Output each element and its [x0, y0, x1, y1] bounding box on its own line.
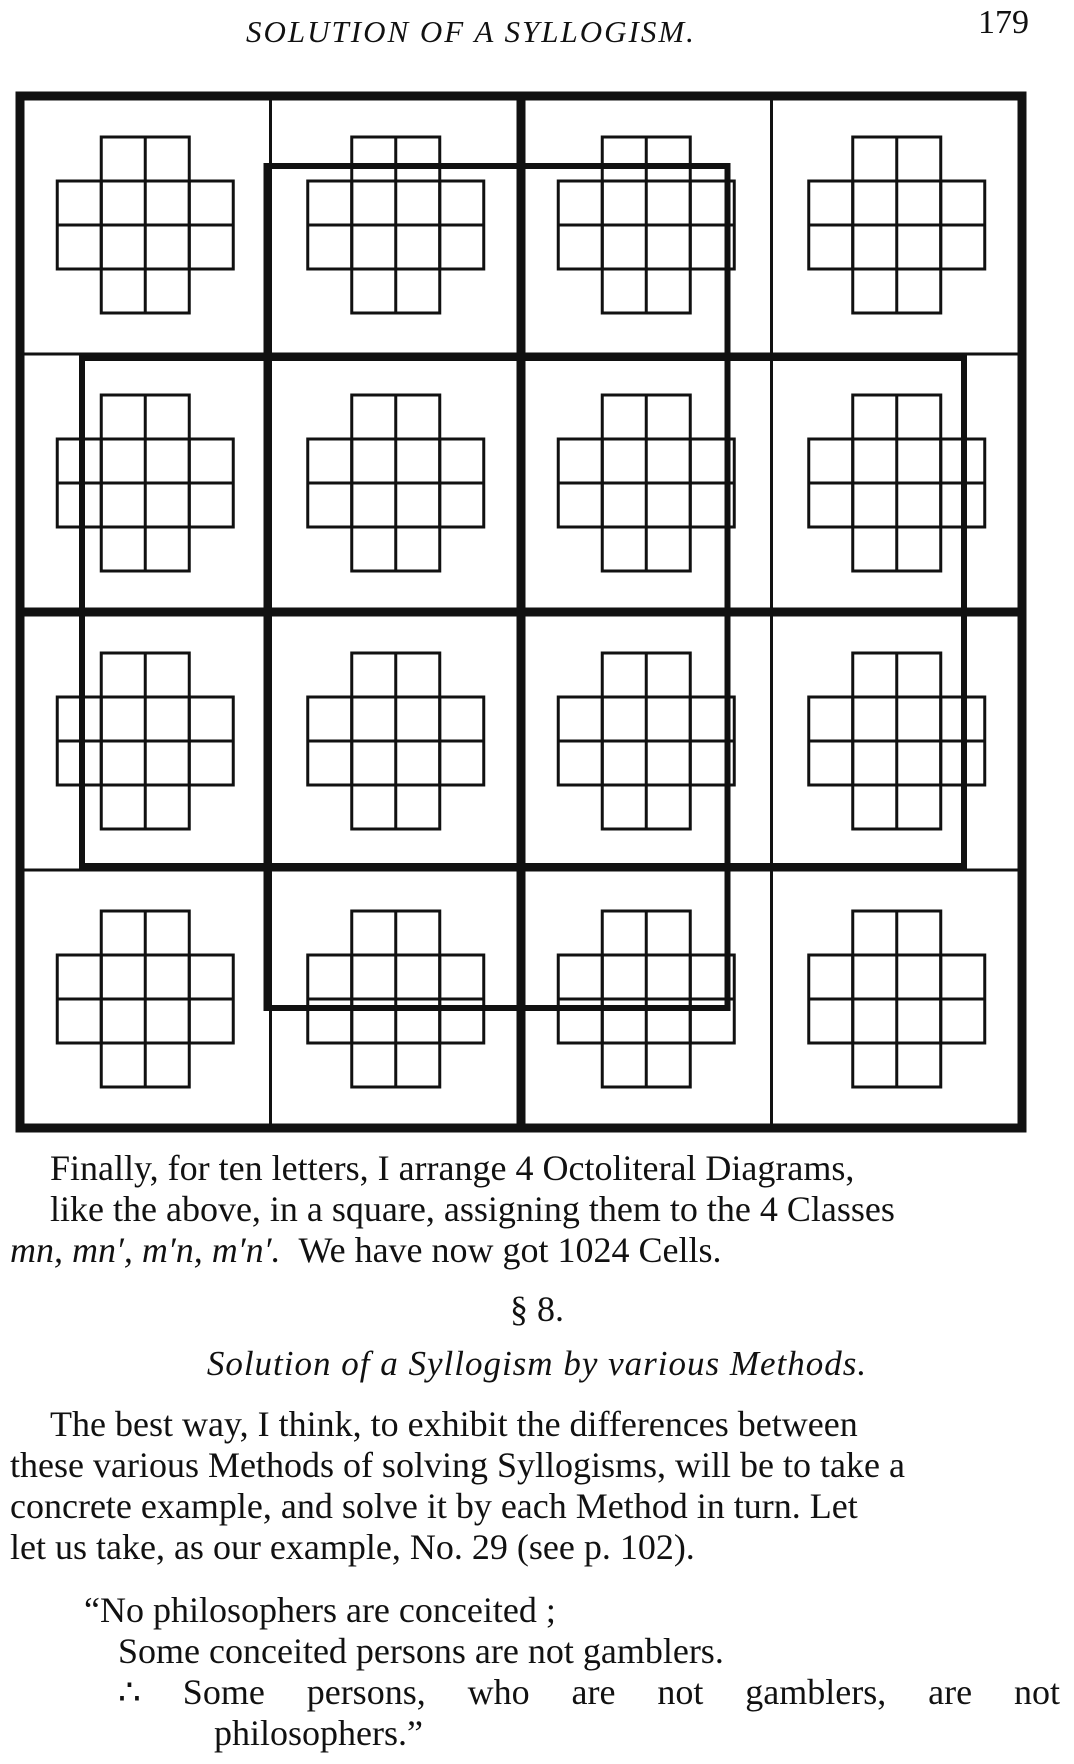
cross-cell-group [558, 653, 734, 829]
cross-cell-group [809, 653, 985, 829]
paragraph-ten-letters [10, 1148, 1060, 1271]
conclusion: ∴ Some persons, who are not gamblers, are not [118, 1672, 1060, 1712]
paragraph1-line3 [10, 1230, 1060, 1271]
cross-cell-group [558, 395, 734, 571]
cross-cell-group [308, 653, 484, 829]
cross-cell-group [308, 395, 484, 571]
section-number: § 8. [510, 1289, 564, 1329]
paragraph1-line2: like the above, in a square, assigning them to the 4 Classes [50, 1189, 895, 1229]
cross-cell-group [809, 137, 985, 313]
cross-cell-group [558, 911, 734, 1087]
running-head: SOLUTION OF A SYLLOGISM. [246, 14, 696, 49]
classes-list: mn, mn′, m′n, m′n′. [10, 1230, 281, 1270]
inner-vertical-square [267, 166, 728, 1008]
paragraph1-line1: Finally, for ten letters, I arrange 4 Octoliteral Diagrams, [50, 1148, 855, 1188]
diagram-main-frame [20, 96, 1022, 1128]
cross-cell-group [308, 911, 484, 1087]
paragraph-methods [10, 1404, 1060, 1568]
paragraph2-line4: let us take, as our example, No. 29 (see p. 102). [10, 1527, 695, 1567]
page-number: 179 [978, 4, 1029, 41]
cross-cell-group [57, 137, 233, 313]
cross-cell-group [809, 395, 985, 571]
syllogism-example [84, 1590, 1060, 1754]
conclusion-continued: philosophers.” [214, 1713, 423, 1753]
paragraph2-line3: concrete example, and solve it by each Method in turn. Let [10, 1486, 858, 1526]
premise-2: Some conceited persons are not gamblers. [118, 1631, 724, 1671]
premise-1: “No philosophers are conceited ; [84, 1590, 556, 1630]
paragraph2-line1: The best way, I think, to exhibit the differences between [50, 1404, 858, 1444]
cross-cell-group [57, 911, 233, 1087]
paragraph2-line2: these various Methods of solving Syllogisms, will be to take a [10, 1445, 905, 1485]
section-title: Solution of a Syllogism by various Methods. [206, 1344, 868, 1383]
cross-cell-group [809, 911, 985, 1087]
cells-count-text: We have now got 1024 Cells. [298, 1230, 722, 1270]
